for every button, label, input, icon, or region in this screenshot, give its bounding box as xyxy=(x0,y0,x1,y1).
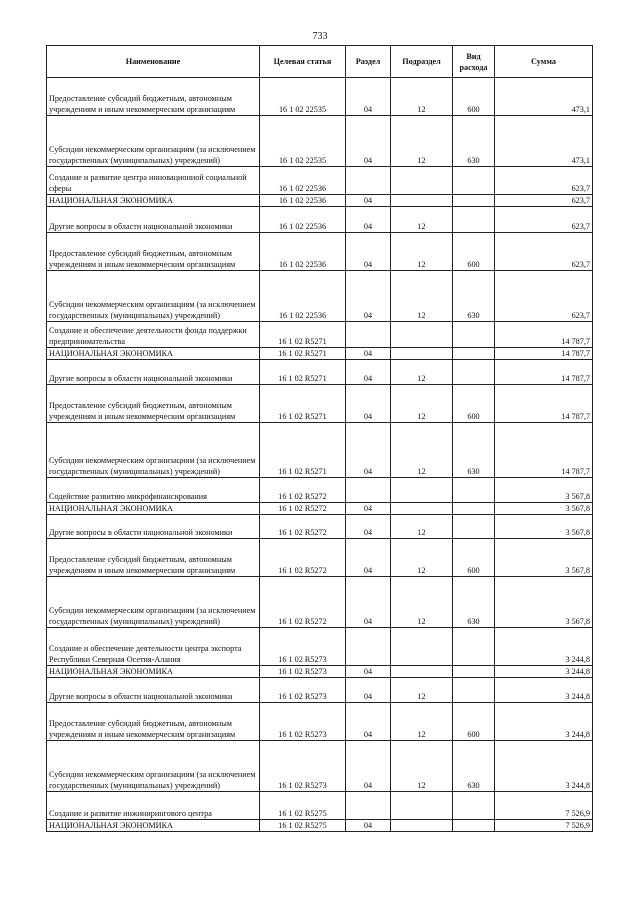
table-row xyxy=(47,233,593,271)
row-name: Предоставление субсидий бюджетным, автономным учреждениям и иным некоммерческим организациям xyxy=(47,233,260,271)
header-target-article: Целевая статья xyxy=(260,46,346,78)
budget-table xyxy=(46,45,593,832)
row-target-article: 16 1 02 R5272 xyxy=(260,577,346,628)
header-section: Раздел xyxy=(346,46,391,78)
row-section: 04 xyxy=(346,703,391,741)
row-subsection: 12 xyxy=(391,233,453,271)
row-section xyxy=(346,167,391,195)
table-row xyxy=(47,666,593,678)
table-row xyxy=(47,539,593,577)
row-expense-type xyxy=(453,792,495,820)
table-row xyxy=(47,360,593,385)
row-name: Предоставление субсидий бюджетным, автономным учреждениям и иным некоммерческим организациям xyxy=(47,78,260,116)
row-name: Создание и обеспечение деятельности фонда поддержки предпринимательства xyxy=(47,322,260,348)
row-sum: 3 567,8 xyxy=(495,478,593,503)
row-subsection xyxy=(391,167,453,195)
row-name: НАЦИОНАЛЬНАЯ ЭКОНОМИКА xyxy=(47,195,260,207)
row-section: 04 xyxy=(346,271,391,322)
row-expense-type xyxy=(453,820,495,832)
row-sum: 623,7 xyxy=(495,195,593,207)
row-subsection: 12 xyxy=(391,703,453,741)
row-subsection xyxy=(391,322,453,348)
row-expense-type: 630 xyxy=(453,577,495,628)
row-sum: 623,7 xyxy=(495,271,593,322)
table-row xyxy=(47,322,593,348)
row-sum: 14 787,7 xyxy=(495,322,593,348)
row-subsection xyxy=(391,820,453,832)
row-expense-type xyxy=(453,666,495,678)
row-expense-type: 600 xyxy=(453,385,495,423)
row-subsection xyxy=(391,628,453,666)
row-section: 04 xyxy=(346,515,391,539)
row-name: Создание и развитие инжинирингового центра xyxy=(47,792,260,820)
table-row xyxy=(47,478,593,503)
row-name: Предоставление субсидий бюджетным, автономным учреждениям и иным некоммерческим организациям xyxy=(47,385,260,423)
row-sum: 623,7 xyxy=(495,207,593,233)
row-target-article: 16 1 02 R5273 xyxy=(260,741,346,792)
row-subsection: 12 xyxy=(391,78,453,116)
table-row xyxy=(47,577,593,628)
row-subsection: 12 xyxy=(391,271,453,322)
row-subsection: 12 xyxy=(391,741,453,792)
row-section: 04 xyxy=(346,348,391,360)
row-name: Субсидии некоммерческим организациям (за исключением государственных (муниципальных) учреждений) xyxy=(47,577,260,628)
row-section: 04 xyxy=(346,666,391,678)
row-expense-type xyxy=(453,628,495,666)
row-name: Другие вопросы в области национальной экономики xyxy=(47,360,260,385)
row-subsection: 12 xyxy=(391,678,453,703)
row-expense-type: 630 xyxy=(453,271,495,322)
table-row xyxy=(47,503,593,515)
table-row xyxy=(47,678,593,703)
table-row xyxy=(47,195,593,207)
row-section: 04 xyxy=(346,741,391,792)
row-expense-type xyxy=(453,515,495,539)
row-subsection xyxy=(391,666,453,678)
row-section: 04 xyxy=(346,116,391,167)
table-header-row xyxy=(47,46,593,78)
row-name: Другие вопросы в области национальной экономики xyxy=(47,678,260,703)
row-name: Создание и обеспечение деятельности центра экспорта Республики Северная Осетия-Алания xyxy=(47,628,260,666)
row-sum: 473,1 xyxy=(495,116,593,167)
row-section xyxy=(346,478,391,503)
row-sum: 7 526,9 xyxy=(495,792,593,820)
row-subsection xyxy=(391,348,453,360)
table-row xyxy=(47,820,593,832)
row-section xyxy=(346,792,391,820)
row-expense-type xyxy=(453,503,495,515)
row-target-article: 16 1 02 22536 xyxy=(260,167,346,195)
row-subsection: 12 xyxy=(391,539,453,577)
row-target-article: 16 1 02 R5271 xyxy=(260,322,346,348)
row-expense-type xyxy=(453,207,495,233)
row-sum: 3 244,8 xyxy=(495,628,593,666)
row-target-article: 16 1 02 22536 xyxy=(260,195,346,207)
row-subsection xyxy=(391,195,453,207)
row-name: Субсидии некоммерческим организациям (за исключением государственных (муниципальных) учреждений) xyxy=(47,271,260,322)
header-expense-type: Вид расхода xyxy=(453,46,495,78)
row-target-article: 16 1 02 R5271 xyxy=(260,360,346,385)
row-expense-type xyxy=(453,360,495,385)
row-subsection: 12 xyxy=(391,207,453,233)
row-name: НАЦИОНАЛЬНАЯ ЭКОНОМИКА xyxy=(47,666,260,678)
row-target-article: 16 1 02 R5275 xyxy=(260,792,346,820)
table-row xyxy=(47,167,593,195)
row-target-article: 16 1 02 R5275 xyxy=(260,820,346,832)
row-sum: 473,1 xyxy=(495,78,593,116)
row-name: Создание и развитие центра инновационной социальной сферы xyxy=(47,167,260,195)
row-sum: 7 526,9 xyxy=(495,820,593,832)
row-name: НАЦИОНАЛЬНАЯ ЭКОНОМИКА xyxy=(47,503,260,515)
row-expense-type: 600 xyxy=(453,539,495,577)
row-expense-type xyxy=(453,348,495,360)
table-row xyxy=(47,423,593,478)
row-sum: 623,7 xyxy=(495,167,593,195)
row-section: 04 xyxy=(346,195,391,207)
row-section: 04 xyxy=(346,233,391,271)
row-section: 04 xyxy=(346,78,391,116)
table-row xyxy=(47,348,593,360)
row-sum: 14 787,7 xyxy=(495,423,593,478)
row-expense-type xyxy=(453,678,495,703)
table-row xyxy=(47,78,593,116)
row-name: Содействие развитию микрофинансирования xyxy=(47,478,260,503)
row-subsection: 12 xyxy=(391,360,453,385)
row-sum: 3 244,8 xyxy=(495,678,593,703)
row-target-article: 16 1 02 R5271 xyxy=(260,348,346,360)
row-sum: 14 787,7 xyxy=(495,348,593,360)
row-name: Предоставление субсидий бюджетным, автономным учреждениям и иным некоммерческим организациям xyxy=(47,703,260,741)
row-expense-type: 600 xyxy=(453,78,495,116)
row-subsection xyxy=(391,792,453,820)
row-sum: 14 787,7 xyxy=(495,385,593,423)
row-name: Субсидии некоммерческим организациям (за исключением государственных (муниципальных) учреждений) xyxy=(47,116,260,167)
row-target-article: 16 1 02 22536 xyxy=(260,271,346,322)
header-subsection: Подраздел xyxy=(391,46,453,78)
row-sum: 3 567,8 xyxy=(495,577,593,628)
row-sum: 3 567,8 xyxy=(495,503,593,515)
row-target-article: 16 1 02 R5273 xyxy=(260,666,346,678)
row-subsection: 12 xyxy=(391,423,453,478)
row-expense-type: 600 xyxy=(453,703,495,741)
row-expense-type: 630 xyxy=(453,741,495,792)
row-target-article: 16 1 02 R5273 xyxy=(260,628,346,666)
row-target-article: 16 1 02 R5272 xyxy=(260,515,346,539)
table-row xyxy=(47,207,593,233)
row-target-article: 16 1 02 R5272 xyxy=(260,503,346,515)
row-target-article: 16 1 02 22535 xyxy=(260,78,346,116)
row-section: 04 xyxy=(346,820,391,832)
row-target-article: 16 1 02 22536 xyxy=(260,233,346,271)
table-row xyxy=(47,271,593,322)
page-number: 733 xyxy=(312,31,328,42)
row-sum: 3 567,8 xyxy=(495,539,593,577)
header-sum: Сумма xyxy=(495,46,593,78)
row-name: Субсидии некоммерческим организациям (за исключением государственных (муниципальных) учреждений) xyxy=(47,423,260,478)
row-section: 04 xyxy=(346,385,391,423)
row-name: НАЦИОНАЛЬНАЯ ЭКОНОМИКА xyxy=(47,348,260,360)
row-expense-type: 630 xyxy=(453,116,495,167)
row-expense-type xyxy=(453,322,495,348)
row-subsection xyxy=(391,478,453,503)
row-expense-type: 630 xyxy=(453,423,495,478)
row-expense-type xyxy=(453,167,495,195)
row-subsection: 12 xyxy=(391,116,453,167)
row-section: 04 xyxy=(346,423,391,478)
table-row xyxy=(47,515,593,539)
row-section xyxy=(346,628,391,666)
row-target-article: 16 1 02 R5273 xyxy=(260,678,346,703)
row-sum: 3 567,8 xyxy=(495,515,593,539)
row-sum: 623,7 xyxy=(495,233,593,271)
row-name: Субсидии некоммерческим организациям (за исключением государственных (муниципальных) учреждений) xyxy=(47,741,260,792)
table-row xyxy=(47,792,593,820)
row-section: 04 xyxy=(346,503,391,515)
header-name: Наименование xyxy=(47,46,260,78)
row-sum: 3 244,8 xyxy=(495,741,593,792)
table-row xyxy=(47,741,593,792)
row-subsection xyxy=(391,503,453,515)
row-section: 04 xyxy=(346,539,391,577)
table-row xyxy=(47,116,593,167)
row-name: Другие вопросы в области национальной экономики xyxy=(47,207,260,233)
row-subsection: 12 xyxy=(391,577,453,628)
row-sum: 3 244,8 xyxy=(495,703,593,741)
row-name: НАЦИОНАЛЬНАЯ ЭКОНОМИКА xyxy=(47,820,260,832)
row-target-article: 16 1 02 R5272 xyxy=(260,539,346,577)
row-subsection: 12 xyxy=(391,385,453,423)
row-sum: 14 787,7 xyxy=(495,360,593,385)
row-section: 04 xyxy=(346,360,391,385)
row-target-article: 16 1 02 R5272 xyxy=(260,478,346,503)
row-section: 04 xyxy=(346,207,391,233)
row-sum: 3 244,8 xyxy=(495,666,593,678)
row-expense-type xyxy=(453,195,495,207)
row-expense-type: 600 xyxy=(453,233,495,271)
row-name: Другие вопросы в области национальной экономики xyxy=(47,515,260,539)
table-body xyxy=(47,78,593,832)
row-target-article: 16 1 02 R5271 xyxy=(260,423,346,478)
table-row xyxy=(47,628,593,666)
table-row xyxy=(47,703,593,741)
table-row xyxy=(47,385,593,423)
row-name: Предоставление субсидий бюджетным, автономным учреждениям и иным некоммерческим организациям xyxy=(47,539,260,577)
row-target-article: 16 1 02 22536 xyxy=(260,207,346,233)
row-expense-type xyxy=(453,478,495,503)
row-target-article: 16 1 02 22535 xyxy=(260,116,346,167)
row-target-article: 16 1 02 R5273 xyxy=(260,703,346,741)
row-target-article: 16 1 02 R5271 xyxy=(260,385,346,423)
row-subsection: 12 xyxy=(391,515,453,539)
row-section xyxy=(346,322,391,348)
row-section: 04 xyxy=(346,577,391,628)
row-section: 04 xyxy=(346,678,391,703)
